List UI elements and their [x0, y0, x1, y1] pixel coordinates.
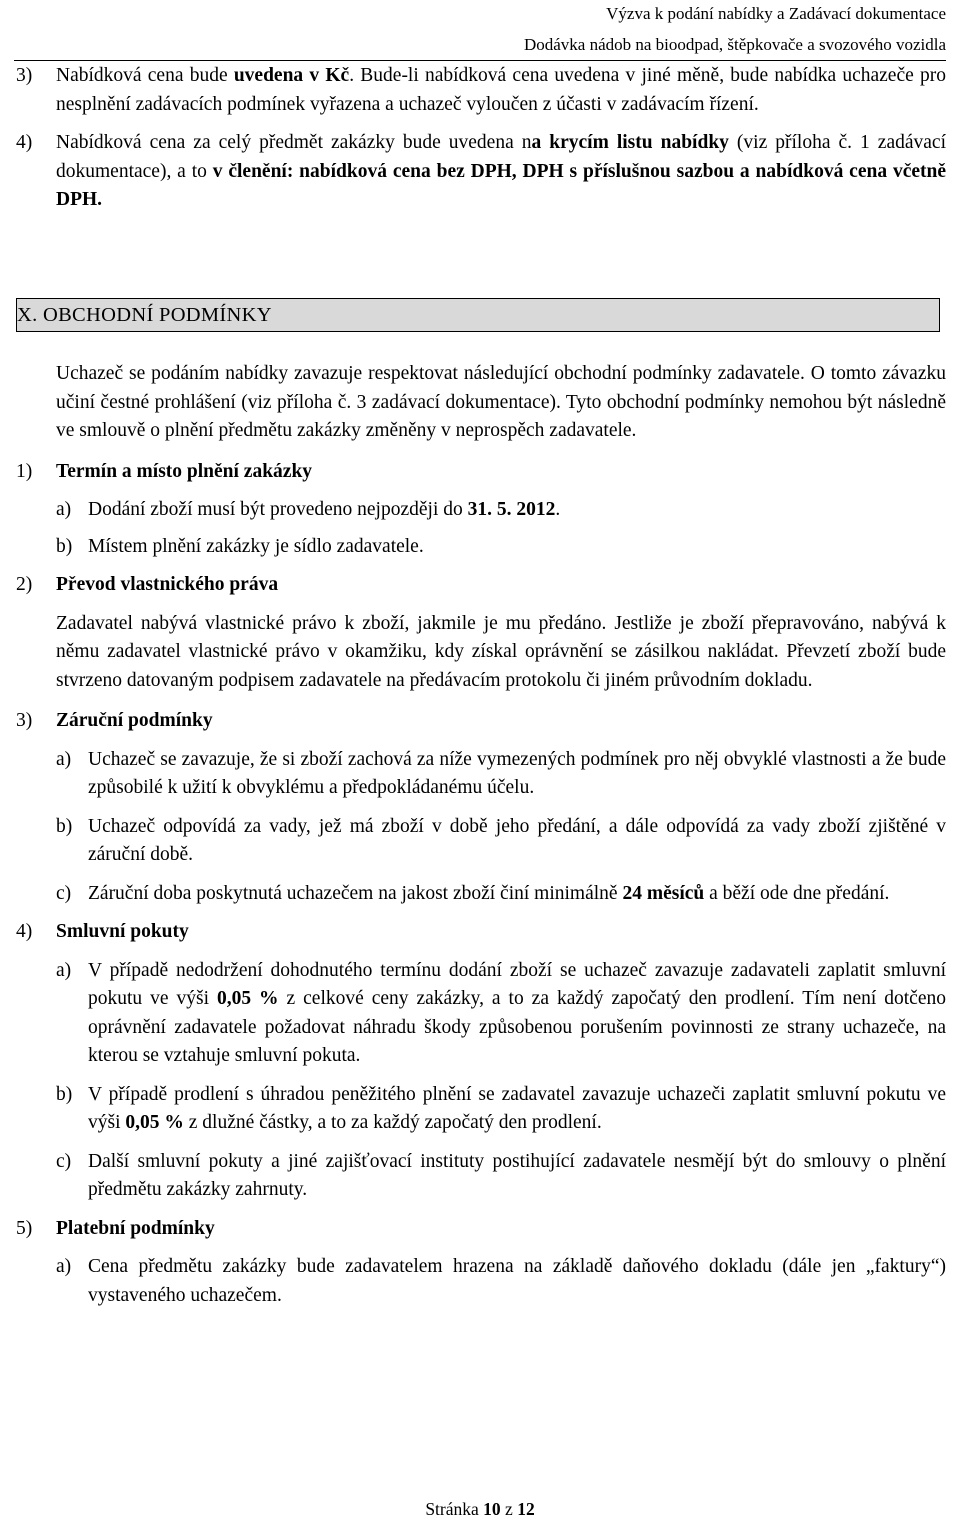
- penalty-item-b: [56, 1081, 946, 1138]
- list-number: 5): [16, 1217, 33, 1239]
- text: .: [555, 499, 561, 520]
- section-heading: [16, 298, 940, 332]
- page-content: [16, 60, 946, 215]
- list-letter: c): [56, 1150, 72, 1172]
- text: a běží ode dne předání.: [704, 882, 890, 904]
- section-title-text: OBCHODNÍ PODMÍNKY: [42, 304, 272, 326]
- subsection-title: Termín a místo plnění zakázky: [56, 460, 313, 482]
- terms-item-1: [16, 458, 946, 487]
- list-letter: a): [56, 1256, 72, 1277]
- payment-item-a: [56, 1253, 946, 1310]
- text: . Bude-li nabídková cena uvedena v jiné měně, bude nabídka uchazeče pro nesplnění zadávacích podmínek vyřazena a uchazeč vyloučen z účasti v zadávacím řízení.: [56, 65, 946, 115]
- penalty-rate: 0,05 %: [125, 1112, 184, 1133]
- list-number: 2): [16, 574, 33, 595]
- subsection-title: Platební podmínky: [56, 1217, 215, 1239]
- list-number: 1): [16, 460, 33, 482]
- terms-item-5: [16, 1215, 946, 1244]
- bold-text: a krycím listu nabídky: [531, 132, 729, 153]
- terms-content: [16, 360, 946, 1310]
- header-document-title: Výzva k podání nabídky a Zadávací dokumentace: [606, 4, 946, 23]
- page-header: [14, 0, 946, 61]
- list-letter: a): [56, 499, 72, 520]
- text: Záruční doba poskytnutá uchazečem na jakost zboží činí minimálně: [88, 882, 623, 904]
- price-cover-sheet-paragraph: [16, 129, 946, 215]
- text: Uchazeč se zavazuje, že si zboží zachová za níže vymezených podmínek pro něj obvyklé vlastnosti a že bude způsobilé k užití k obvyklému a předpokládanému účelu.: [88, 748, 946, 798]
- text: Cena předmětu zakázky bude zadavatelem hrazena na základě daňového dokladu (dále jen „faktury“) vystaveného uchazečem.: [88, 1256, 946, 1306]
- text: Nabídková cena bude: [56, 65, 234, 86]
- warranty-period: 24 měsíců: [622, 882, 705, 904]
- terms-item-3: [16, 707, 946, 736]
- section-title: [17, 300, 272, 331]
- text: V případě nedodržení dohodnutého termínu dodání zboží se uchazeč zavazuje zadavateli zaplatit smluvní pokutu ve výši: [88, 959, 946, 1009]
- bold-text: uvedena v Kč: [233, 65, 350, 86]
- text: z celkové ceny zakázky, a to za každý započatý den prodlení. Tím není dotčeno oprávnění zadavatele požadovat náhradu škody způsobenou porušením povinnosti ze strany uchazeče, na kterou se vztahuje smluvní pokuta.: [88, 988, 946, 1066]
- text: Místem plnění zakázky je sídlo zadavatele.: [88, 535, 424, 557]
- penalty-item-c: [56, 1148, 946, 1205]
- text: Dodání zboží musí být provedeno nejpozději do: [88, 499, 468, 520]
- list-letter: c): [56, 882, 72, 904]
- list-letter: b): [56, 1083, 73, 1105]
- list-letter: a): [56, 959, 72, 981]
- subsection-title: Smluvní pokuty: [56, 921, 189, 942]
- page-footer: [0, 1498, 960, 1520]
- intro-paragraph: Uchazeč se podáním nabídky zavazuje respektovat následující obchodní podmínky zadavatele. O tomto závazku učiní čestné prohlášení (viz příloha č. 3 zadávací dokumentace). Tyto obchodní podmínky nemohou být následně ve smlouvě o plnění předmětu zakázky změněny v neprospěch zadavatele.: [56, 363, 946, 441]
- page-of: z: [500, 1499, 518, 1519]
- text: Nabídková cena za celý předmět zakázky bude uvedena n: [56, 132, 532, 153]
- terms-item-2: [16, 571, 946, 600]
- list-letter: a): [56, 748, 72, 770]
- terms-item-4: [16, 918, 946, 947]
- list-letter: b): [56, 815, 73, 837]
- delivery-date-item: [56, 496, 946, 525]
- penalty-item-a: [56, 957, 946, 1071]
- warranty-item-a: [56, 746, 946, 803]
- page-number: 10: [483, 1499, 501, 1519]
- text: z dlužné částky, a to za každý započatý den prodlení.: [183, 1112, 602, 1133]
- delivery-place-item: [56, 533, 946, 562]
- text: Další smluvní pokuty a jiné zajišťovací instituty postihující zadavatele nesmějí být do smlouvy o plnění předmětu zakázky zahrnuty.: [88, 1150, 946, 1200]
- penalty-rate: 0,05 %: [216, 988, 279, 1009]
- list-letter: b): [56, 535, 73, 557]
- bold-text: v členění: nabídková cena bez DPH, DPH s příslušnou sazbou a nabídková cena včetně DPH.: [56, 160, 946, 210]
- text: (viz příloha č. 1 zadávací dokumentace), a to: [56, 132, 946, 182]
- warranty-item-b: [56, 813, 946, 870]
- page-total: 12: [517, 1499, 535, 1519]
- subsection-title: Převod vlastnického práva: [56, 574, 279, 595]
- price-currency-paragraph: [16, 62, 946, 119]
- subsection-title: Záruční podmínky: [56, 710, 213, 731]
- text: V případě prodlení s úhradou peněžitého plnění se zadavatel zavazuje uchazeči zaplatit smluvní pokutu ve výši: [88, 1083, 946, 1133]
- list-number: 3): [16, 65, 33, 86]
- list-number: 3): [16, 710, 33, 731]
- delivery-date: 31. 5. 2012: [467, 499, 556, 520]
- warranty-item-c: [56, 880, 946, 909]
- list-number: 4): [16, 921, 33, 942]
- text: Uchazeč odpovídá za vady, jež má zboží v době jeho předání, a dále odpovídá za vady zboží zjištěné v záruční době.: [88, 815, 946, 865]
- section-number: X.: [17, 304, 38, 326]
- ownership-paragraph: Zadavatel nabývá vlastnické právo k zboží, jakmile je mu předáno. Jestliže je zboží přepravováno, nabývá k němu zadavatel vlastnické právo v okamžiku, kdy získal oprávnění se zásilkou nakládat. Převzetí zboží bude stvrzeno datovaným podpisem zadavatele na předávacím protokolu či jiném průvodním dokladu.: [56, 612, 946, 691]
- list-number: 4): [16, 132, 33, 153]
- header-tender-subject: Dodávka nádob na bioodpad, štěpkovače a svozového vozidla: [523, 35, 946, 54]
- page-label: Stránka: [425, 1499, 484, 1519]
